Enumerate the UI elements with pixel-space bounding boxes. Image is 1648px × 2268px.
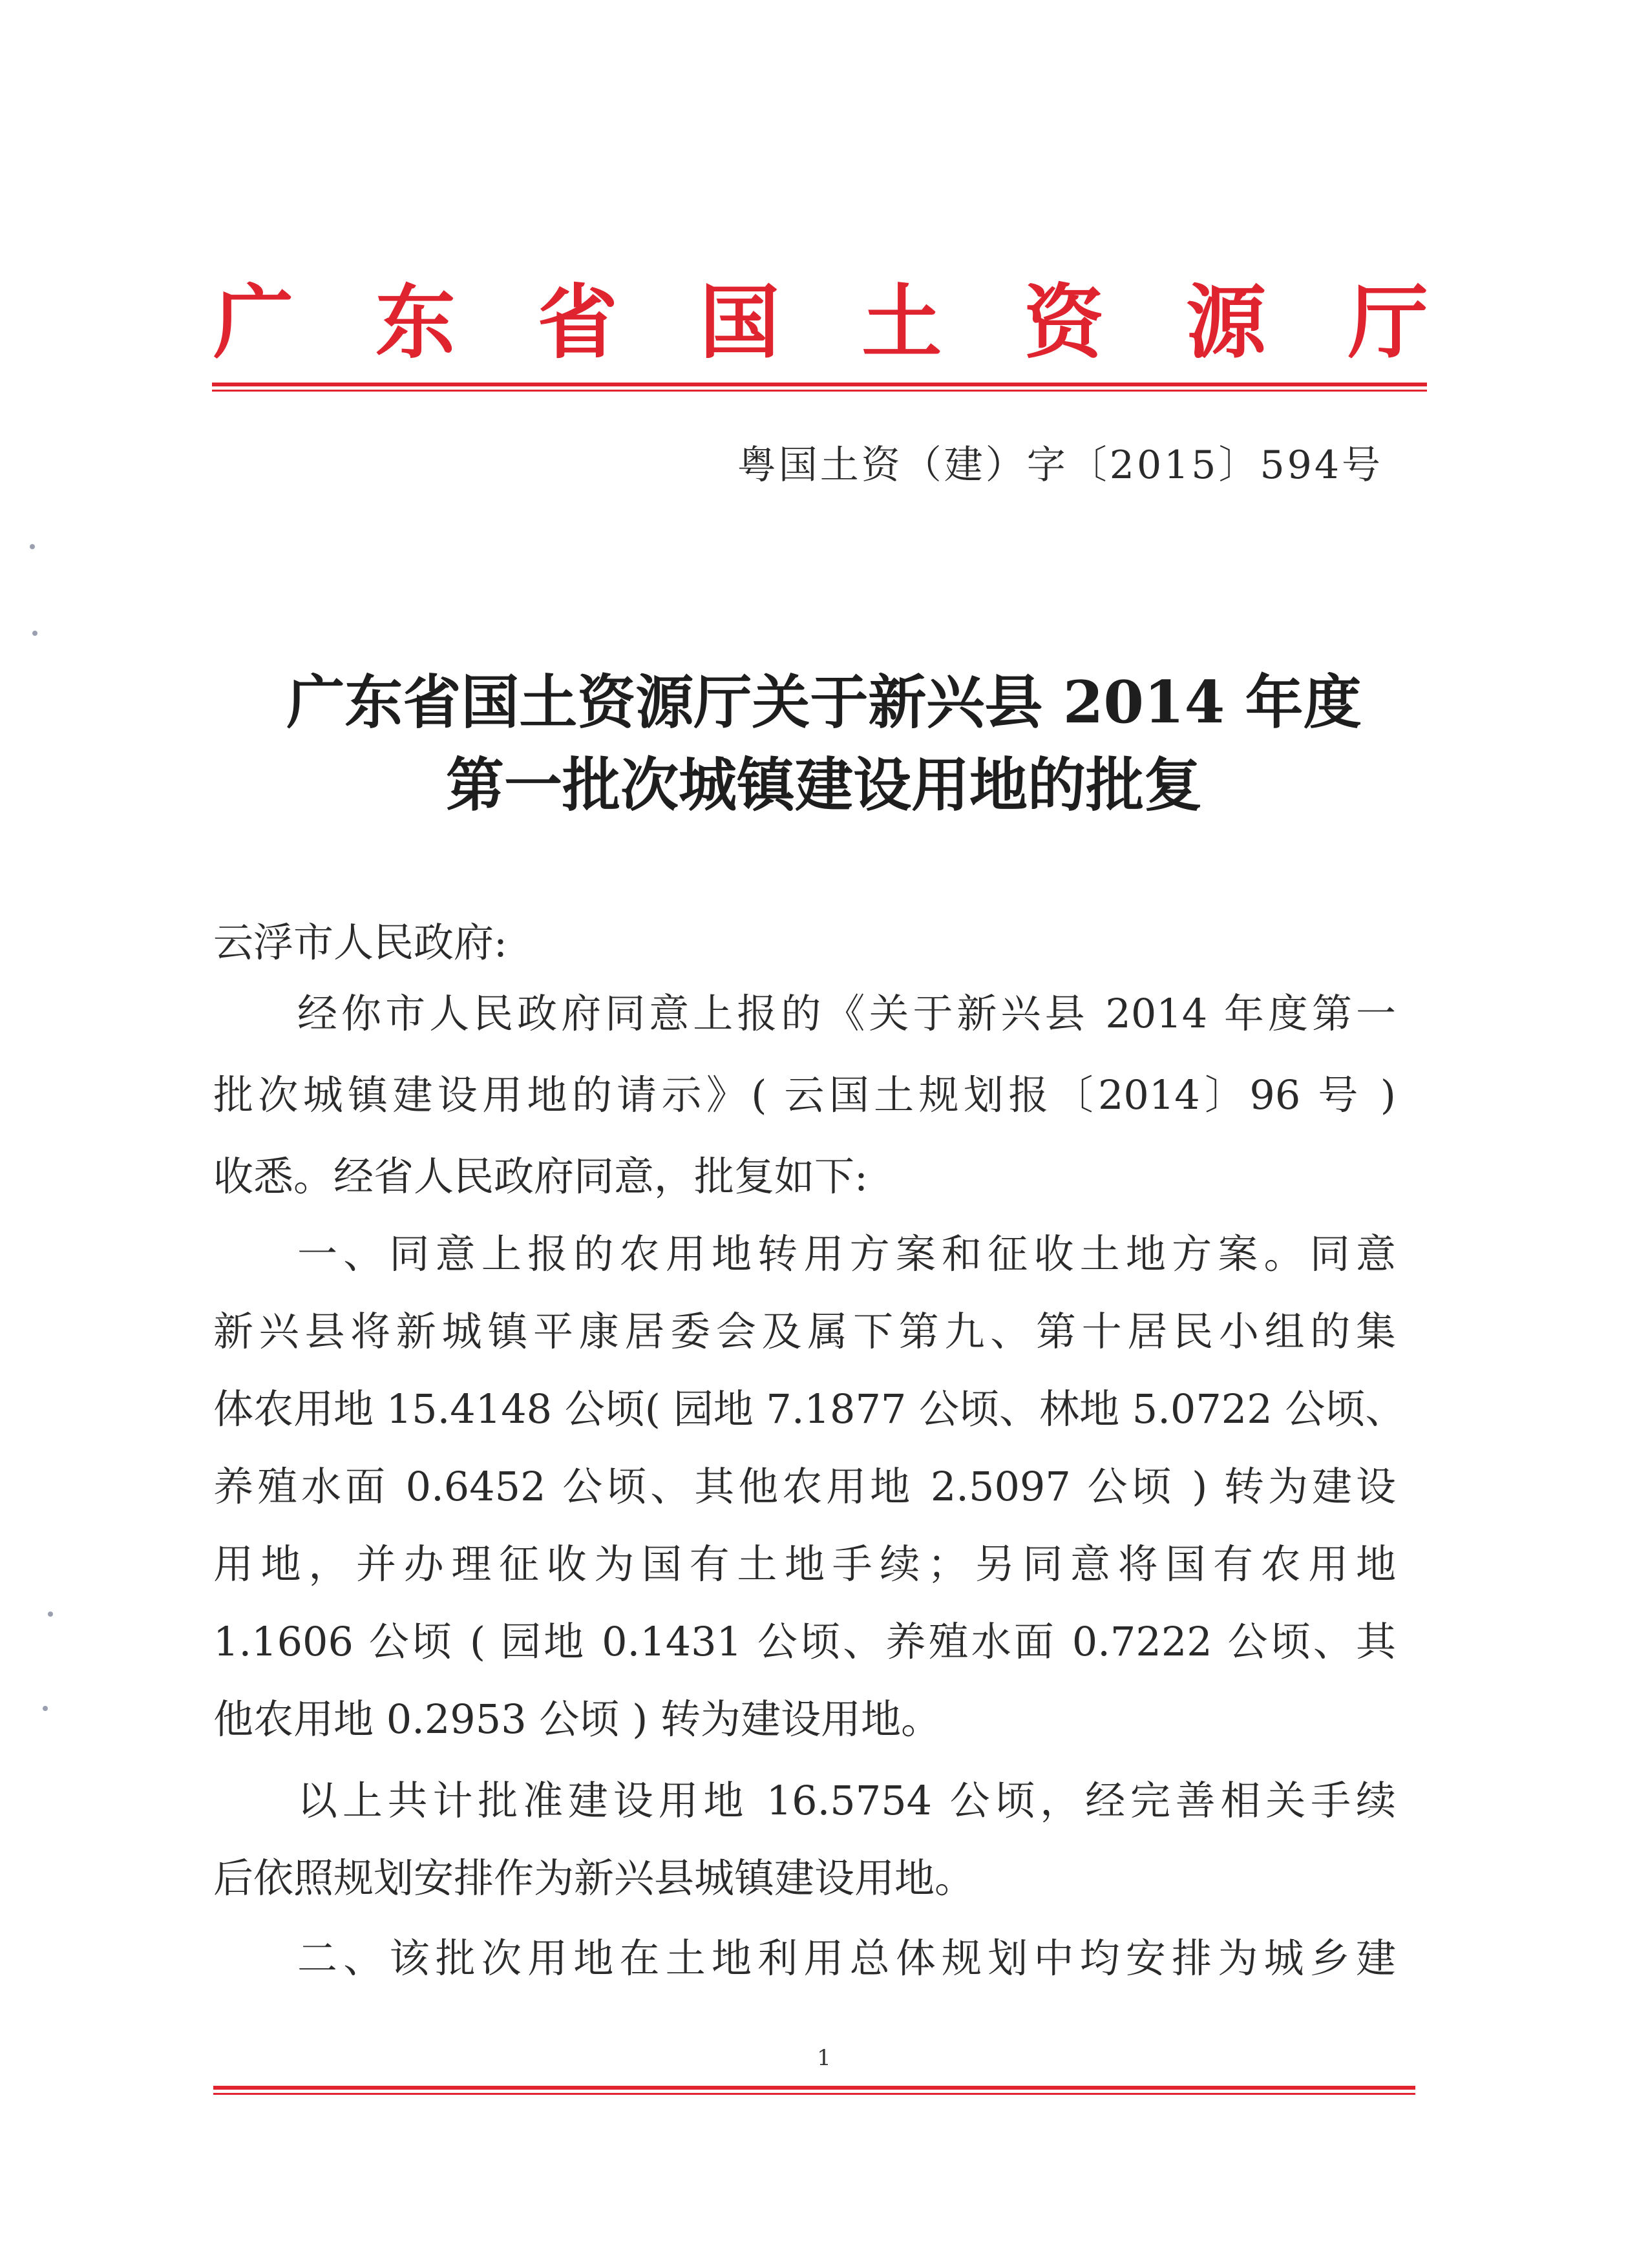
scan-artifact <box>30 544 35 549</box>
letterhead-divider <box>212 383 1427 392</box>
letterhead-char: 省 <box>537 276 618 370</box>
body-line: 后依照规划安排作为新兴县城镇建设用地。 <box>213 1854 975 1902</box>
body-line: 一、同意上报的农用地转用方案和征收土地方案。同意 <box>297 1230 1396 1277</box>
footer-divider <box>213 2086 1415 2095</box>
body-line: 用地，并办理征收为国有土地手续；另同意将国有农用地 <box>213 1540 1396 1588</box>
document-title-line-1: 广东省国土资源厅关于新兴县 2014 年度 <box>286 668 1362 737</box>
body-line: 以上共计批准建设用地 16.5754 公顷，经完善相关手续 <box>297 1777 1396 1824</box>
body-line: 经你市人民政府同意上报的《关于新兴县 2014 年度第一 <box>297 990 1396 1037</box>
letterhead-org-name <box>213 265 1428 381</box>
letterhead-char: 广 <box>213 276 294 370</box>
body-line: 批次城镇建设用地的请示》( 云国土规划报〔2014〕96 号 ) <box>213 1071 1396 1118</box>
body-line: 养殖水面 0.6452 公顷、其他农用地 2.5097 公顷 ) 转为建设 <box>213 1463 1396 1510</box>
letterhead-char: 土 <box>861 276 942 370</box>
salutation: 云浮市人民政府: <box>213 919 507 966</box>
body-line: 体农用地 15.4148 公顷( 园地 7.1877 公顷、林地 5.0722 公顷、 <box>213 1385 1406 1433</box>
letterhead-char: 厅 <box>1347 276 1428 370</box>
letterhead-char: 源 <box>1186 276 1267 370</box>
document-title-line-2: 第一批次城镇建设用地的批复 <box>446 751 1202 819</box>
body-line: 新兴县将新城镇平康居委会及属下第九、第十居民小组的集 <box>213 1308 1396 1355</box>
body-line: 1.1606 公顷 ( 园地 0.1431 公顷、养殖水面 0.7222 公顷、其 <box>213 1618 1396 1665</box>
body-line: 收悉。经省人民政府同意，批复如下: <box>213 1153 868 1200</box>
scan-artifact <box>43 1706 48 1711</box>
body-line: 他农用地 0.2953 公顷 ) 转为建设用地。 <box>213 1696 941 1743</box>
letterhead-char: 东 <box>375 276 456 370</box>
letterhead-char: 资 <box>1024 276 1104 370</box>
page-number: 1 <box>817 2045 831 2071</box>
scan-artifact <box>32 631 37 636</box>
document-number: 粤国土资（建）字〔2015〕594号 <box>737 443 1383 488</box>
scan-artifact <box>48 1612 53 1617</box>
letterhead-char: 国 <box>699 276 780 370</box>
body-line: 二、该批次用地在土地利用总体规划中均安排为城乡建 <box>297 1935 1396 1982</box>
